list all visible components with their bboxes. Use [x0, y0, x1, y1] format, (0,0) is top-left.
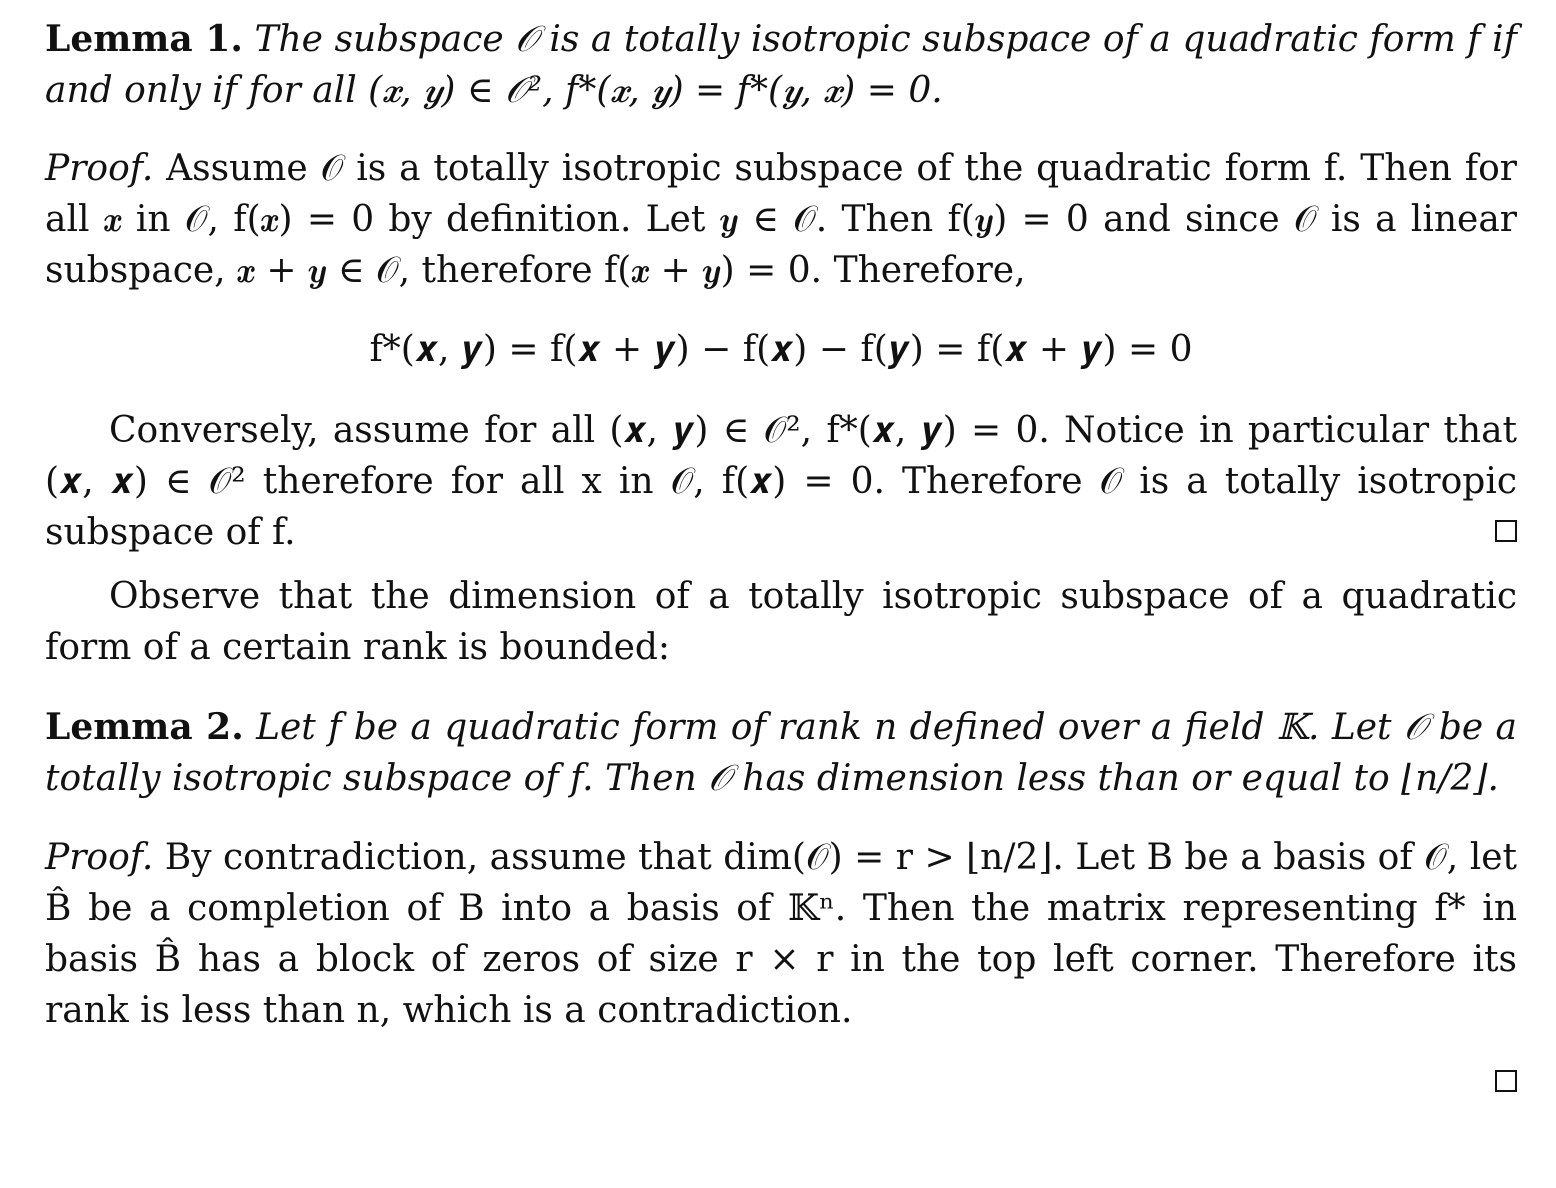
- observation-text: Observe that the dimension of a totally isotropic subspace of a quadratic form of a certain rank is bounded:: [45, 576, 1517, 668]
- paper-page: [45, 14, 1517, 1092]
- proof-1-text: Assume 𝒪 is a totally isotropic subspace of the quadratic form f. Then for all 𝒙 in 𝒪, f(𝒙) = 0 by definition. Let 𝒚 ∈ 𝒪. Then f(𝒚) = 0 and since 𝒪 is a linear subspace, 𝒙 + 𝒚 ∈ 𝒪, therefore f(𝒙 + 𝒚) = 0. Therefore,: [45, 148, 1517, 291]
- display-equation: [45, 324, 1517, 375]
- lemma-1-heading: Lemma 1.: [45, 18, 243, 60]
- lemma-2-statement: Let f be a quadratic form of rank n defined over a field 𝕂. Let 𝒪 be a totally isotropic subspace of f. Then 𝒪 has dimension less than or equal to ⌊n/2⌋.: [45, 707, 1517, 799]
- lemma-1-statement: The subspace 𝒪 is a totally isotropic subspace of a quadratic form f if and only if for all (𝒙, 𝒚) ∈ 𝒪², f*(𝒙, 𝒚) = f*(𝒚, 𝒙) = 0.: [45, 19, 1517, 111]
- lemma-2-heading: Lemma 2.: [45, 706, 244, 748]
- proof-1: [45, 143, 1517, 296]
- lemma-2: [45, 702, 1517, 804]
- proof-1-heading: Proof.: [45, 148, 154, 189]
- proof-2-heading: Proof.: [45, 837, 154, 878]
- proof-2-text: By contradiction, assume that dim(𝒪) = r > ⌊n/2⌋. Let B be a basis of 𝒪, let B̂ be a completion of B into a basis of 𝕂ⁿ. Then the matrix representing f* in basis B̂ has a block of zeros of size r × r in the top left corner. Therefore its rank is less than n, which is a contradiction.: [45, 837, 1517, 1031]
- lemma-1: [45, 14, 1517, 116]
- qed-symbol-2: [1495, 1070, 1517, 1092]
- proof-1-converse: [45, 405, 1517, 558]
- proof-2: [45, 832, 1517, 1036]
- observation-paragraph: [45, 571, 1517, 673]
- converse-text: Conversely, assume for all (𝒙, 𝒚) ∈ 𝒪², f*(𝒙, 𝒚) = 0. Notice in particular that (𝒙, 𝒙) ∈ 𝒪² therefore for all x in 𝒪, f(𝒙) = 0. Therefore 𝒪 is a totally isotropic subspace of f.: [45, 410, 1517, 553]
- qed-symbol-1: [1495, 520, 1517, 542]
- equation-text: f*(𝒙, 𝒚) = f(𝒙 + 𝒚) − f(𝒙) − f(𝒚) = f(𝒙 + 𝒚) = 0: [369, 329, 1193, 370]
